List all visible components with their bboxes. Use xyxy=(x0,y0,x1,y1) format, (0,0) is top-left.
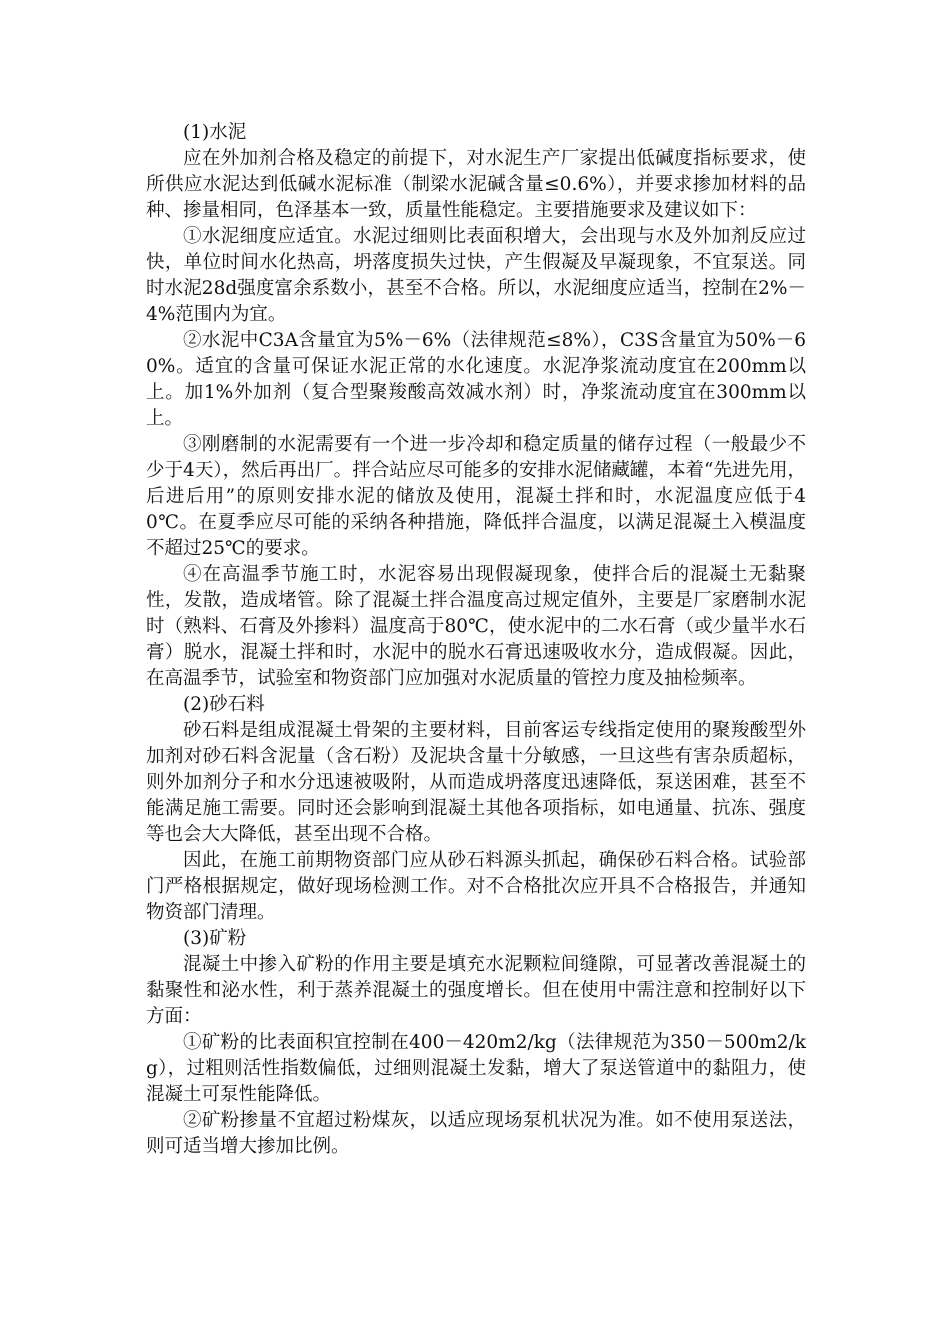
paragraph-cement-false-set: ④在高温季节施工时，水泥容易出现假凝现象，使拌合后的混凝土无黏聚性，发散，造成堵管。除了混凝土拌合温度高过规定值外，主要是厂家磨制水泥时（熟料、石膏及外掺料）温度高于80℃，使水泥中的二水石膏（或少量半水石膏）脱水，混凝土拌和时，水泥中的脱水石膏迅速吸收水分，造成假凝。因此，在高温季节，试验室和物资部门应加强对水泥质量的管控力度及抽检频率。 xyxy=(146,564,806,689)
paragraph-cement-storage: ③刚磨制的水泥需要有一个进一步冷却和稳定质量的储存过程（一般最少不少于4天），然后再出厂。拌合站应尽可能多的安排水泥储藏罐，本着“先进先用，后进后用”的原则安排水泥的储放及使用，混凝土拌和时，水泥温度应低于40℃。在夏季应尽可能的采纳各种措施，降低拌合温度，以满足混凝土入模温度不超过25℃的要求。 xyxy=(146,434,806,559)
paragraph-slag-intro: 混凝土中掺入矿粉的作用主要是填充水泥颗粒间缝隙，可显著改善混凝土的黏聚性和泌水性，利于蒸养混凝土的强度增长。但在使用中需注意和控制好以下方面： xyxy=(146,954,806,1027)
document-body xyxy=(146,120,806,1160)
section-heading-aggregate: (2)砂石料 xyxy=(183,694,265,715)
paragraph-aggregate-intro: 砂石料是组成混凝土骨架的主要材料，目前客运专线指定使用的聚羧酸型外加剂对砂石料含泥量（含石粉）及泥块含量十分敏感，一旦这些有害杂质超标，则外加剂分子和水分迅速被吸附，从而造成坍落度迅速降低，泵送困难，甚至不能满足施工需要。同时还会影响到混凝土其他各项指标，如电通量、抗冻、强度等也会大大降低，甚至出现不合格。 xyxy=(146,720,806,845)
paragraph-cement-fineness: ①水泥细度应适宜。水泥过细则比表面积增大，会出现与水及外加剂反应过快，单位时间水化热高，坍落度损失过快，产生假凝及早凝现象，不宜泵送。同时水泥28d强度富余系数小，甚至不合格。所以，水泥细度应适当，控制在2%－4%范围内为宜。 xyxy=(146,226,806,325)
paragraph-cement-c3a: ②水泥中C3A含量宜为5%－6%（法律规范≤8%），C3S含量宜为50%－60%。适宜的含量可保证水泥正常的水化速度。水泥净浆流动度宜在200mm以上。加1%外加剂（复合型聚羧酸高效减水剂）时，净浆流动度宜在300mm以上。 xyxy=(146,330,806,429)
paragraph-aggregate-control: 因此，在施工前期物资部门应从砂石料源头抓起，确保砂石料合格。试验部门严格根据规定，做好现场检测工作。对不合格批次应开具不合格报告，并通知物资部门清理。 xyxy=(146,850,806,923)
section-heading-cement: (1)水泥 xyxy=(183,122,247,143)
section-heading-slag-powder: (3)矿粉 xyxy=(183,928,247,949)
paragraph-cement-intro: 应在外加剂合格及稳定的前提下，对水泥生产厂家提出低碱度指标要求，使所供应水泥达到低碱水泥标准（制梁水泥碱含量≤0.6%），并要求掺加材料的品种、掺量相同，色泽基本一致，质量性能稳定。主要措施要求及建议如下： xyxy=(146,148,806,221)
paragraph-slag-dosage: ②矿粉掺量不宜超过粉煤灰，以适应现场泵机状况为准。如不使用泵送法，则可适当增大掺加比例。 xyxy=(146,1110,806,1157)
paragraph-slag-surface-area: ①矿粉的比表面积宜控制在400－420m2/kg（法律规范为350－500m2/kg），过粗则活性指数偏低，过细则混凝土发黏，增大了泵送管道中的黏阻力，使混凝土可泵性能降低。 xyxy=(146,1032,806,1105)
